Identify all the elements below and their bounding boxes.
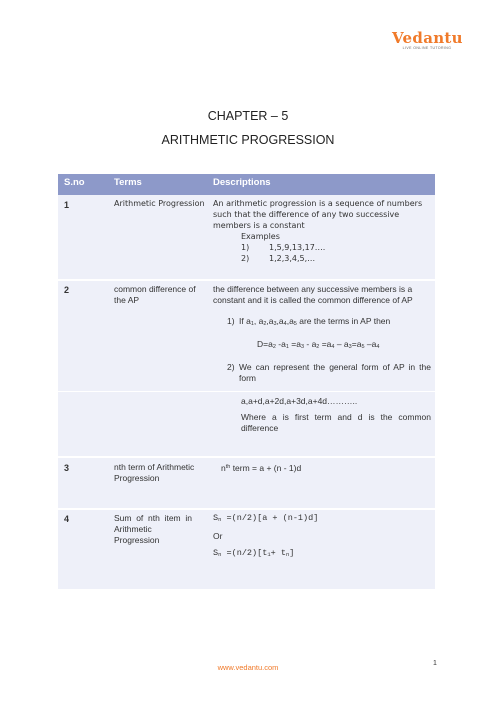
chapter-number: CHAPTER – 5: [207, 109, 289, 123]
row-sno: 4: [64, 514, 70, 524]
table-row: [58, 279, 435, 456]
table-row: [58, 508, 435, 589]
general-form: a,a+d,a+2d,a+3d,a+4d………..: [241, 396, 358, 406]
row-term: Arithmetic Progression: [114, 199, 205, 208]
sum-formula-2: $S_n =(n/2)[t_1+ t_n]$: [213, 548, 295, 558]
row-description: [213, 284, 431, 434]
ap-definition: An arithmetic progression is a sequence of numbers such that the difference of any two successive members is a constant: [213, 199, 423, 230]
common-difference-definition: the difference between any successive members is a constant and it is called the common difference of AP: [213, 284, 413, 305]
table-row: [58, 456, 435, 508]
logo-tagline: LIVE ONLINE TUTORING: [402, 46, 452, 50]
row-sub-divider: [58, 391, 435, 392]
header-sno: S.no: [64, 177, 85, 188]
example-1: 1) 1,5,9,13,17….: [241, 243, 326, 252]
point-1: 1) If $a_1$, $a_2,a_3,a_4,a_5$ are the terms in AP then: [227, 316, 391, 327]
row-sno: 1: [64, 200, 70, 210]
footer-url[interactable]: www.vedantu.com: [217, 663, 279, 672]
table-header-row: [58, 174, 435, 195]
row-sno: 2: [64, 285, 70, 295]
row-term: nth term of Arithmetic Progression: [114, 462, 195, 483]
sum-formula-1: $S_n =(n/2)[a + (n-1)d]$: [213, 513, 319, 523]
header-terms: Terms: [114, 177, 142, 188]
where-note: Where a is first term and d is the common difference: [241, 412, 431, 433]
table-row: [58, 195, 435, 279]
examples-label: Examples: [241, 232, 280, 241]
or-label: Or: [213, 531, 223, 541]
header-descriptions: Descriptions: [213, 177, 271, 188]
vedantu-logo: [392, 30, 462, 51]
row-description: [213, 513, 431, 560]
row-sno: 3: [64, 463, 70, 473]
example-2: 2) 1,2,3,4,5,…: [241, 254, 316, 263]
row-description: $n^{th}$ term = a + (n - 1)d: [221, 463, 302, 473]
row-term: common difference of the AP: [114, 284, 196, 305]
topic-table: [58, 174, 435, 589]
row-term: Sum of nth item in Arithmetic Progression: [114, 513, 192, 545]
difference-formula: $D=a_2$ $-a_1 =a_3 - a_2 =a_4 - a_3=a_5$ $-a_4$: [257, 339, 380, 350]
page-number: 1: [433, 660, 437, 667]
row-description: [213, 198, 431, 264]
chapter-title: ARITHMETIC PROGRESSION: [161, 133, 335, 147]
point-2: 2) We can represent the general form of AP in the form: [227, 362, 431, 383]
logo-wordmark: Vedantu: [392, 29, 463, 47]
